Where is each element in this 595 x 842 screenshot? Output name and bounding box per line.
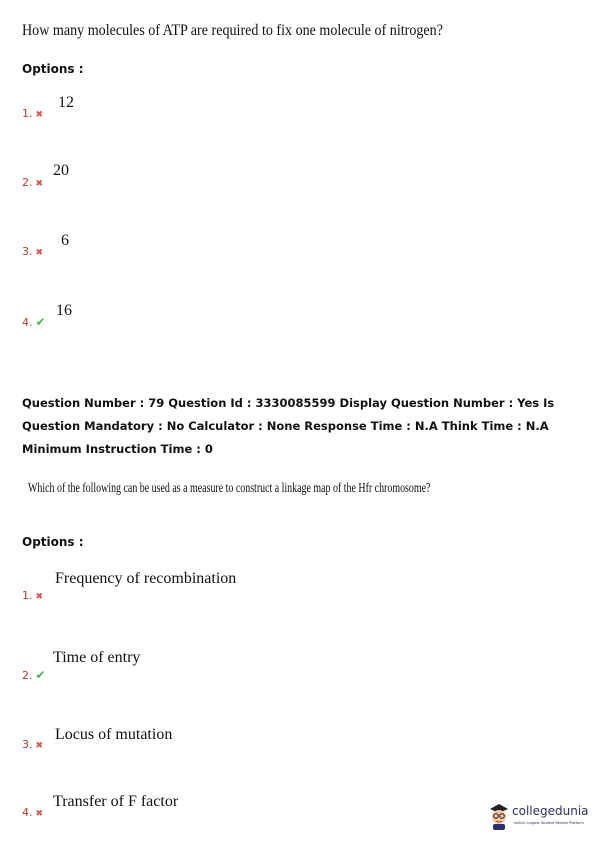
correct-check-icon: ✔ — [35, 315, 46, 329]
correct-check-icon: ✔ — [35, 668, 46, 682]
question-1-options-label: Options : — [22, 62, 84, 76]
mascot-icon — [488, 802, 510, 830]
collegedunia-logo — [488, 800, 593, 834]
q1-option-1-value: 12 — [58, 94, 74, 111]
q1-option-1-number: 1. ✖ — [22, 107, 44, 120]
q1-option-4-number: 4. ✔ — [22, 315, 46, 329]
q2-option-4-number: 4. ✖ — [22, 806, 44, 819]
q1-option-4-value: 16 — [56, 302, 72, 319]
question-1-text: How many molecules of ATP are required to fix one molecule of nitrogen? — [22, 22, 443, 39]
q2-option-1-value: Frequency of recombination — [55, 570, 237, 587]
question-2-options-label: Options : — [22, 535, 84, 549]
logo-name: collegedunia — [512, 804, 589, 818]
q2-option-3-value: Locus of mutation — [55, 726, 173, 743]
q1-option-2-number: 2. ✖ — [22, 176, 44, 189]
logo-tagline: India's Largest Student Review Platform — [514, 821, 584, 825]
q1-option-3-number: 3. ✖ — [22, 245, 44, 258]
wrong-mark-icon: ✖ — [35, 741, 44, 751]
q1-option-2-value: 20 — [53, 162, 69, 179]
question-2-text: Which of the following can be used as a measure to construct a linkage map of the Hfr chromosome? — [28, 481, 431, 496]
wrong-mark-icon: ✖ — [35, 809, 44, 819]
wrong-mark-icon: ✖ — [35, 110, 44, 120]
wrong-mark-icon: ✖ — [35, 592, 44, 602]
q2-option-3-number: 3. ✖ — [22, 738, 44, 751]
wrong-mark-icon: ✖ — [35, 248, 44, 258]
q2-option-1-number: 1. ✖ — [22, 589, 44, 602]
wrong-mark-icon: ✖ — [35, 179, 44, 189]
q2-option-2-value: Time of entry — [53, 649, 141, 666]
q1-option-3-value: 6 — [61, 232, 69, 249]
question-2-meta: Question Number : 79 Question Id : 3330085599 Display Question Number : Yes Is Question Mandatory : No Calculator : None Response Time : N.A Think Time : N.A Minimum Instruction Time : 0 — [22, 396, 555, 456]
q2-option-2-number: 2. ✔ — [22, 668, 46, 682]
q2-option-4-value: Transfer of F factor — [53, 793, 179, 810]
